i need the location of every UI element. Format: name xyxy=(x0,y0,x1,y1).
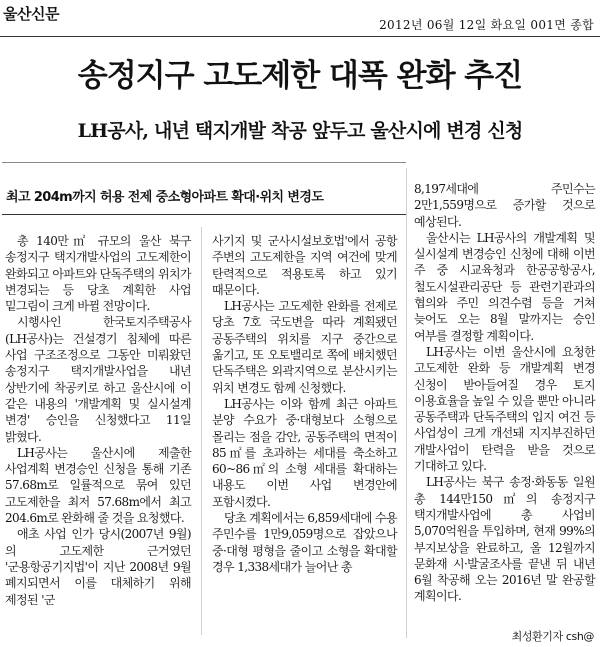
masthead-rule xyxy=(0,36,600,37)
paragraph: 애초 사업 인가 당시(2007년 9월)의 고도제한 근거였던 '군용항공기지법'이 지난 2008년 9월 폐지되면서 이를 대체하기 위해 제정된 '군 xyxy=(5,527,191,607)
paragraph: 시행사인 한국토지주택공사(LH공사)는 건설경기 침체에 따른 사업 구조조정으로 그동안 미뤄왔던 송정지구 택지개발사업을 내년 상반기에 착공키로 하고 울산시에 이 같은 내용의 '개발계획 및 실시설계 변경' 승인을 신청했다고 11일 밝혔다. xyxy=(5,315,191,444)
subheadline: LH공사, 내년 택지개발 착공 앞두고 울산시에 변경 신청 xyxy=(77,120,523,142)
paragraph: LH공사는 이번 울산시에 요청한 고도제한 완화 등 개발계획 변경 신청이 받아들여질 경우 토지 이용효율을 높일 수 있을 뿐만 아니라 공동주택과 단독주택의 입지 여건 등 사업성이 크게 개선돼 지지부진하던 개발사업이 탄력을 받을 것으로 기대하고 있다. xyxy=(414,344,595,474)
paragraph: 총 140만㎡ 규모의 울산 북구 송정지구 택지개발사업의 고도제한이 완화되고 아파트와 단독주택의 위치가 변경되는 등 당초 계획한 사업 밑그림이 크게 바뀔 전망이다. xyxy=(5,234,191,314)
paragraph: 8,197세대에 주민수는 2만1,559명으로 증가할 것으로 예상된다. xyxy=(414,182,595,229)
article-column-3 xyxy=(414,181,595,605)
kicker-rule xyxy=(2,214,406,215)
dateline: 2012년 06월 12일 화요일 001면 종합 xyxy=(379,18,594,32)
headline: 송정지구 고도제한 대폭 완화 추진 xyxy=(77,58,523,94)
paragraph: LH공사는 울산시에 제출한 사업계획 변경승인 신청을 통해 기존 57.68m로 일률적으로 묶여 있던 고도제한을 최저 57.68m에서 최고 204.6m로 완화해 줄 것을 요청했다. xyxy=(5,445,191,526)
masthead xyxy=(0,0,600,30)
paragraph: LH공사는 북구 송정·화동동 일원 총 144만150㎡의 송정지구 택지개발사업에 총 사업비 5,070억원을 투입하며, 현재 99%의 부지보상을 완료하고, 올 12월까지 문화재 시·발굴조사를 끝낸 뒤 내년 6월 착공해 오는 2016년 말 완공할 계획이다. xyxy=(414,475,595,604)
newspaper-name: 울산신문 xyxy=(3,5,59,23)
article-column-1 xyxy=(5,233,191,608)
kicker-subtitle: 최고 204m까지 허용 전제 중소형아파트 확대·위치 변경도 xyxy=(6,190,324,205)
column-separator xyxy=(406,168,407,638)
paragraph: 울산시는 LH공사의 개발계획 및 실시설계 변경승인 신청에 대해 이번 주 중 시교육청과 한공공항공사, 철도시설관리공단 등 관련기관과의 협의와 주민 의견수렴 등을 거쳐 늦어도 오는 8월 말까지는 승인 여부를 결정할 계획이다. xyxy=(414,230,595,343)
paragraph: 당초 계획에서는 6,859세대에 수용 주민수를 1만9,059명으로 잡았으나 중·대형 평형을 줄이고 소형을 확대할 경우 1,338세대가 늘어난 총 xyxy=(212,511,397,574)
section-divider xyxy=(2,162,406,163)
paragraph: 사기지 및 군사시설보호법'에서 공항 주변의 고도제한을 지역 여건에 맞게 탄력적으로 적용토록 하고 있기 때문이다. xyxy=(212,234,397,297)
paragraph: LH공사는 이와 함께 최근 아파트 분양 수요가 중·대형보다 소형으로 몰리는 점을 감안, 공동주택의 면적이 85㎡를 초과하는 세대를 축소하고 60~86㎡의 소형 세대를 확대하는 내용도 이번 사업 변경안에 포함시켰다. xyxy=(212,396,397,509)
byline: 최성환기자 csh@ xyxy=(511,630,594,643)
paragraph: LH공사는 고도제한 완화를 전제로 당초 7호 국도변을 따라 계획됐던 공동주택의 위치를 지구 중간으로 옮기고, 또 오토밸리로 쪽에 배치했던 단독주택은 외곽지역으로 분산시키는 위치 변경도 함께 신청했다. xyxy=(212,299,397,395)
article-column-2 xyxy=(212,233,397,575)
column-separator xyxy=(201,227,202,635)
